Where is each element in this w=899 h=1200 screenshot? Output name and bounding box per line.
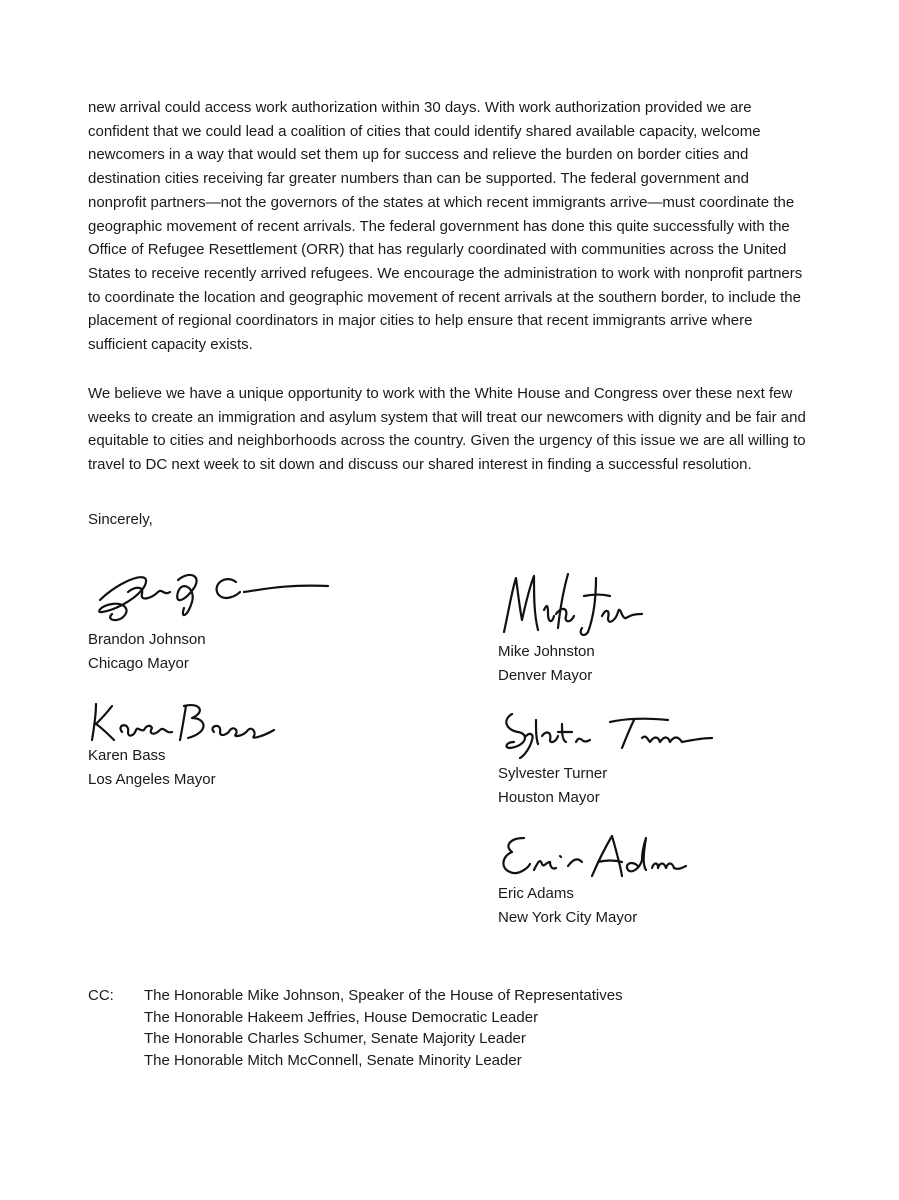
brandon-johnson-signature [88, 562, 338, 628]
paragraph-line: weeks to create an immigration and asylum system that will treat our newcomers with dignity and be fair and [88, 408, 806, 426]
signer-brandon-johnson [88, 562, 338, 675]
paragraph-line: confident that we could lead a coalition of cities that could identify shared available capacity, welcome [88, 122, 761, 140]
paragraph-line: to coordinate the location and geographic movement of recent arrivals at the southern border, to include the [88, 288, 801, 306]
paragraph-line: sufficient capacity exists. [88, 336, 253, 354]
paragraph-line: equitable to cities and neighborhoods across the country. Given the urgency of this issue we are all willing to [88, 432, 806, 450]
signer-karen-bass [88, 698, 278, 791]
paragraph-line: nonprofit partners—not the governors of the states at which recent immigrants arrive—must coordinate the [88, 193, 795, 211]
signer-title: Los Angeles Mayor [88, 771, 216, 788]
paragraph-line: travel to DC next week to sit down and discuss our shared interest in finding a successful resolution. [88, 456, 752, 474]
cc-label: CC: [88, 987, 114, 1004]
signer-title: New York City Mayor [498, 909, 638, 926]
karen-bass-signature [88, 698, 278, 744]
signer-name: Sylvester Turner [498, 765, 608, 782]
cc-recipient: The Honorable Hakeem Jeffries, House Democratic Leader [144, 1008, 539, 1026]
paragraph-line: destination cities receiving far greater numbers than can be supported. The federal government and [88, 170, 749, 188]
sylvester-turner-signature [498, 706, 718, 762]
signer-name: Mike Johnston [498, 643, 595, 660]
paragraph-line: newcomers in a way that would set them up for success and relieve the burden on border cities and [88, 146, 749, 164]
paragraph-line: placement of regional coordinators in major cities to help ensure that recent immigrants arrive where [88, 312, 753, 330]
paragraph-line: We believe we have a unique opportunity to work with the White House and Congress over these next few [88, 385, 793, 402]
eric-adams-signature [498, 832, 688, 882]
signer-title: Denver Mayor [498, 667, 593, 684]
signer-title: Chicago Mayor [88, 655, 189, 672]
signer-mike-johnston [498, 570, 648, 687]
body-paragraph-2 [88, 382, 828, 477]
signer-title: Houston Mayor [498, 789, 600, 806]
signer-name: Brandon Johnson [88, 631, 206, 648]
cc-recipient: The Honorable Mike Johnson, Speaker of the House of Representatives [144, 987, 623, 1004]
signer-sylvester-turner [498, 706, 718, 809]
signer-eric-adams [498, 832, 688, 929]
mike-johnston-signature [498, 570, 648, 640]
paragraph-line: geographic movement of recent arrivals. The federal government has done this quite successfully with the [88, 217, 790, 235]
closing-salutation: Sincerely, [88, 511, 153, 528]
signer-name: Karen Bass [88, 747, 166, 764]
cc-recipient: The Honorable Mitch McConnell, Senate Minority Leader [144, 1051, 522, 1069]
body-paragraph-1 [88, 96, 828, 357]
signer-name: Eric Adams [498, 885, 574, 902]
cc-recipient-list [144, 985, 623, 1071]
paragraph-line: States to receive recently arrived refugees. We encourage the administration to work with nonprofit partners [88, 264, 803, 282]
paragraph-line: Office of Refugee Resettlement (ORR) that has regularly coordinated with communities across the United [88, 241, 787, 259]
cc-recipient: The Honorable Charles Schumer, Senate Majority Leader [144, 1030, 526, 1047]
paragraph-line: new arrival could access work authorization within 30 days. With work authorization provided we are [88, 99, 752, 116]
